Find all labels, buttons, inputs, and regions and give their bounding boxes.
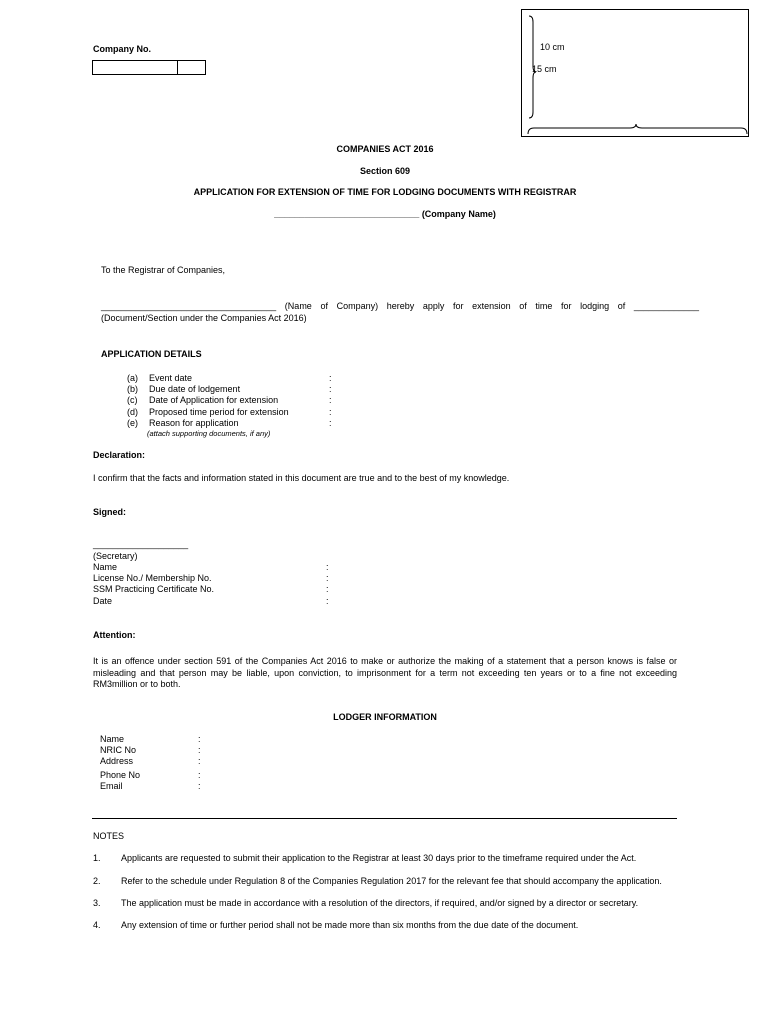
lodger-field-value[interactable]: : <box>198 745 201 755</box>
application-statement[interactable]: ___________________________________ (Name of Company) hereby apply for extension of time for lodging of _____________ <box>101 301 699 311</box>
signed-field-label: SSM Practicing Certificate No. <box>93 584 215 594</box>
detail-value-field[interactable]: : <box>329 395 332 405</box>
signed-field-value[interactable]: : <box>326 573 329 583</box>
detail-value-field[interactable]: : <box>329 384 332 394</box>
declaration-heading: Declaration: <box>93 450 146 460</box>
attach-note: (attach supporting documents, if any) <box>147 429 271 438</box>
declaration-text: I confirm that the facts and information stated in this document are true and to the best of my knowledge. <box>93 473 510 483</box>
detail-letter: (d) <box>127 407 138 417</box>
company-no-label: Company No. <box>93 44 152 54</box>
company-name-line[interactable]: _____________________________ (Company Name) <box>274 209 496 219</box>
application-details-heading: APPLICATION DETAILS <box>101 349 202 359</box>
signed-field-label: License No./ Membership No. <box>93 573 212 583</box>
lodger-field-label: Phone No <box>100 770 141 780</box>
detail-label: Proposed time period for extension <box>149 407 289 417</box>
secretary-label: (Secretary) <box>93 551 138 561</box>
detail-letter: (b) <box>127 384 138 394</box>
detail-value-field[interactable]: : <box>329 407 332 417</box>
company-no-field[interactable] <box>92 60 206 75</box>
notes-divider <box>92 818 677 819</box>
detail-label: Event date <box>149 373 193 383</box>
lodger-field-label: Name <box>100 734 125 744</box>
signature-line[interactable]: ___________________ <box>93 539 189 549</box>
section-title: Section 609 <box>359 166 411 176</box>
note-number: 2. <box>93 876 101 886</box>
signed-field-value[interactable]: : <box>326 584 329 594</box>
photo-box <box>521 9 749 137</box>
height-label: 10 cm <box>540 42 565 52</box>
lodger-field-value[interactable]: : <box>198 734 201 744</box>
application-document-label: (Document/Section under the Companies Act 2016) <box>101 313 307 323</box>
notes-heading: NOTES <box>93 831 125 841</box>
lodger-field-value[interactable]: : <box>198 756 201 766</box>
note-text: Refer to the schedule under Regulation 8 of the Companies Regulation 2017 for the relevant fee that should accompany the application. <box>121 876 662 886</box>
detail-value-field[interactable]: : <box>329 373 332 383</box>
note-number: 4. <box>93 920 101 930</box>
detail-letter: (c) <box>127 395 138 405</box>
width-label: 15 cm <box>532 64 557 74</box>
document-title: APPLICATION FOR EXTENSION OF TIME FOR LODGING DOCUMENTS WITH REGISTRAR <box>193 187 577 197</box>
lodger-field-label: Address <box>100 756 134 766</box>
lodger-field-label: NRIC No <box>100 745 137 755</box>
signed-field-label: Name <box>93 562 118 572</box>
note-text: The application must be made in accordance with a resolution of the directors, if required, and/or signed by a director or secretary. <box>121 898 639 908</box>
detail-label: Date of Application for extension <box>149 395 279 405</box>
note-number: 1. <box>93 853 101 863</box>
lodger-heading: LODGER INFORMATION <box>333 712 437 722</box>
detail-value-field[interactable]: : <box>329 418 332 428</box>
dimension-brackets <box>522 10 750 138</box>
lodger-field-value[interactable]: : <box>198 770 201 780</box>
note-text: Any extension of time or further period shall not be made more than six months from the due date of the document. <box>121 920 579 930</box>
lodger-field-value[interactable]: : <box>198 781 201 791</box>
signed-field-value[interactable]: : <box>326 596 329 606</box>
signed-heading: Signed: <box>93 507 126 517</box>
detail-label: Reason for application <box>149 418 239 428</box>
signed-field-value[interactable]: : <box>326 562 329 572</box>
salutation: To the Registrar of Companies, <box>101 265 226 275</box>
note-number: 3. <box>93 898 101 908</box>
lodger-field-label: Email <box>100 781 123 791</box>
act-title: COMPANIES ACT 2016 <box>336 144 434 154</box>
signed-field-label: Date <box>93 596 113 606</box>
detail-letter: (e) <box>127 418 138 428</box>
detail-letter: (a) <box>127 373 138 383</box>
detail-label: Due date of lodgement <box>149 384 241 394</box>
note-text: Applicants are requested to submit their application to the Registrar at least 30 days prior to the timeframe required under the Act. <box>121 853 637 863</box>
attention-heading: Attention: <box>93 630 136 640</box>
attention-text: It is an offence under section 591 of the Companies Act 2016 to make or authorize the making of a statement that a person knows is false or misleading and that person may be liable, upon conviction, to imprisonment for a term not exceeding ten years or to a fine not exceeding RM3million or to both. <box>93 656 677 689</box>
